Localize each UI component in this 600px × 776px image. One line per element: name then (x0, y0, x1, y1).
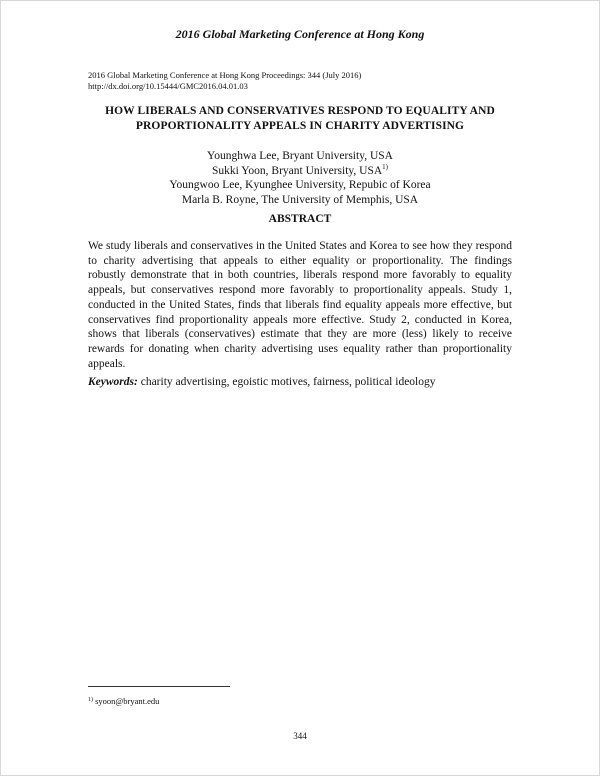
proceedings-citation: 2016 Global Marketing Conference at Hong Kong Proceedings: 344 (July 2016) (88, 70, 362, 80)
author-line (0, 149, 600, 164)
author-line (0, 178, 600, 193)
author-name: Younghwa Lee, Bryant University, USA (207, 150, 393, 162)
author-name: Marla B. Royne, The University of Memphis, USA (181, 193, 419, 206)
doi-link[interactable]: http://dx.doi.org/10.15444/GMC2016.04.01.03 (88, 81, 248, 91)
footnote-email: syoon@bryant.edu (95, 696, 160, 706)
author-line (0, 164, 600, 179)
author-list (0, 149, 600, 207)
paper-title: HOW LIBERALS AND CONSERVATIVES RESPOND TO EQUALITY AND PROPORTIONALITY APPEALS IN CHARITY ADVERTISING (105, 105, 495, 132)
author-name: Youngwoo Lee, Kyunghee University, Repubic of Korea (169, 179, 431, 191)
keywords (88, 375, 512, 390)
author-line (0, 193, 600, 208)
keywords-label: Keywords: (88, 376, 138, 388)
footnote-mark: 1) (88, 697, 93, 703)
footnote (88, 696, 159, 706)
keywords-text: charity advertising, egoistic motives, fairness, political ideology (140, 376, 436, 388)
footnote-divider (88, 686, 230, 687)
abstract-heading: ABSTRACT (268, 213, 332, 225)
page-number: 344 (293, 731, 307, 741)
author-name: Sukki Yoon, Bryant University, USA (211, 164, 383, 177)
running-header: 2016 Global Marketing Conference at Hong Kong (175, 27, 425, 41)
abstract-body: We study liberals and conservatives in the United States and Korea to see how they respond to charity advertising that appeals to either equality or proportionality. The findings robustly demonstrate that in both countries, liberals respond more favorably to equality appeals, but conservatives respond more favorably to proportionality appeals. Study 1, conducted in the United States, finds that liberals find equality appeals more effective, but conservatives find proportionality appeals more effective. Study 2, conducted in Korea, shows that liberals (conservatives) estimate that they are more (less) likely to receive rewards for donating when charity advertising uses equality rather than proportionality appeals. (88, 240, 512, 370)
proceedings-info (88, 70, 361, 92)
footnote-marker: 1) (382, 162, 389, 171)
